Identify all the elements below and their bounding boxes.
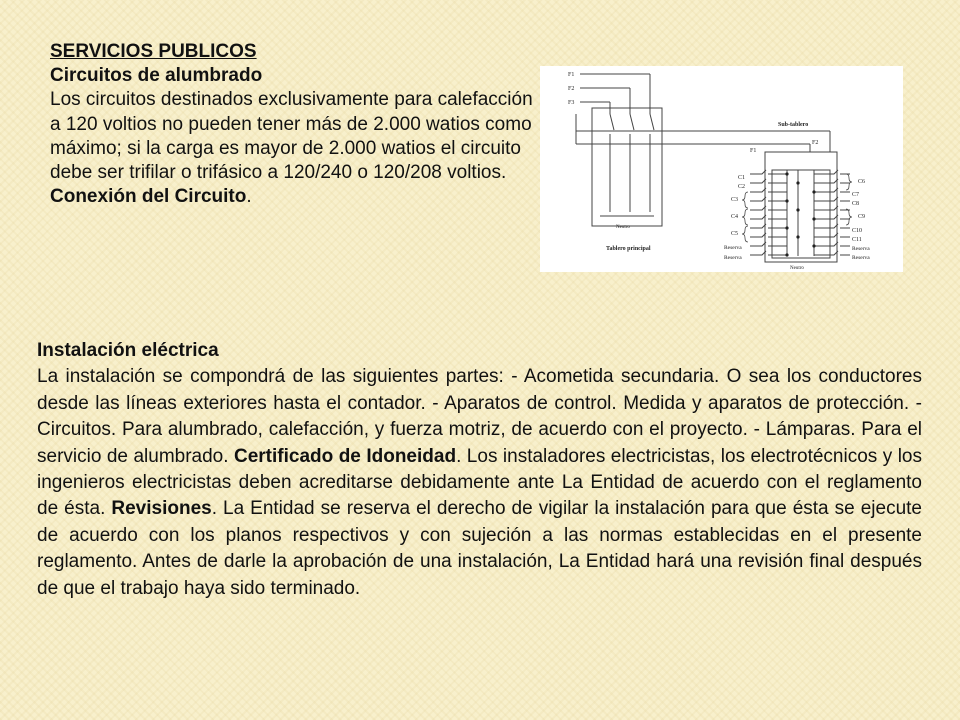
circuit-c2: C2 <box>738 184 746 190</box>
term-revisiones: Revisiones <box>111 498 212 520</box>
circuit-c10: C10 <box>852 228 863 234</box>
bus-dot <box>785 199 788 202</box>
circuit-reserva-right-1: Reserva <box>852 246 870 252</box>
bus-dot <box>812 190 815 193</box>
sub-feed-f1: F1 <box>750 148 757 154</box>
right-branch-line <box>814 188 850 192</box>
circuit-c5: C5 <box>731 231 739 237</box>
right-branch-line <box>814 224 850 228</box>
section-servicios-publicos <box>50 40 535 209</box>
sub-feed-f2: F2 <box>812 140 819 146</box>
paragraph-part-2: . Los instaladores electricistas, los electrotécnicos y los ingenieros electricistas deben acreditarse debidamente ante La Entidad de acuerdo con el reglamento de ésta. <box>37 445 922 520</box>
right-branch-line <box>814 170 850 174</box>
left-branch-line <box>750 215 787 219</box>
right-branch-line <box>814 233 850 237</box>
section-instalacion-electrica <box>37 338 922 602</box>
left-branch-line <box>750 224 787 228</box>
left-branch-line <box>750 170 787 174</box>
circuit-reserva-left-2: Reserva <box>724 255 742 261</box>
section-body: Los circuitos destinados exclusivamente para calefacción a 120 voltios no pueden tener más de 2.000 watios como máximo; si la carga es mayor de 2.000 watios el circuito debe ser trifilar o trifásico a 120/240 o 120/208 voltios. <box>50 89 533 184</box>
circuit-diagram <box>540 66 903 272</box>
left-branch-line <box>750 251 787 255</box>
section-title: SERVICIOS PUBLICOS <box>50 41 257 62</box>
subtablero-label: Sub-tablero <box>778 122 809 128</box>
circuit-connection-term: Conexión del Circuito <box>50 186 247 208</box>
phase-label-f3: F3 <box>568 100 575 106</box>
right-branch-line <box>814 179 850 183</box>
section-body-end: . <box>246 186 252 208</box>
circuit-reserva-left-1: Reserva <box>724 245 742 251</box>
paragraph-part-1: La instalación se compondrá de las siguientes partes: - Acometida secundaria. O sea los conductores desde las líneas exteriores hasta el contador. - Aparatos de control. Medida y aparatos de protección. - Circuitos. Para alumbrado, calefacción, y fuerza motriz, de acuerdo con el proyecto. - Lámparas. Para el servicio de alumbrado. <box>37 366 922 467</box>
bus-dot <box>812 244 815 247</box>
bus-dot <box>812 217 815 220</box>
right-branch-line <box>814 242 850 246</box>
circuit-c8: C8 <box>852 201 860 207</box>
left-branch-line <box>750 206 787 210</box>
right-branch-line <box>814 197 850 201</box>
phase-label-f2: F2 <box>568 86 575 92</box>
left-branch-line <box>750 197 787 201</box>
neutro-sub-label: Neutro <box>790 266 804 271</box>
circuit-c7: C7 <box>852 192 860 198</box>
circuit-c4: C4 <box>731 214 739 220</box>
phase-label-f1: F1 <box>568 72 575 78</box>
left-branch-line <box>750 188 787 192</box>
right-branch-line <box>814 215 850 219</box>
circuit-c11: C11 <box>852 237 862 243</box>
bus-dot <box>785 253 788 256</box>
paragraph-part-3: . La Entidad se reserva el derecho de vigilar la instalación para que ésta se ejecute de acuerdo con los planos respectivos y con sujeción a las normas establecidas en el presente reglamento. Antes de darle la aprobación de una instalación, La Entidad hará una revisión final después de que el trabajo haya sido terminado. <box>37 498 922 599</box>
neutro-main-label: Neutro <box>616 225 630 230</box>
bus-dot <box>796 208 799 211</box>
term-certificado: Certificado de Idoneidad <box>234 445 457 467</box>
circuit-c1: C1 <box>738 175 746 181</box>
left-branch-line <box>750 233 787 237</box>
right-branch-line <box>814 251 850 255</box>
tablero-principal-label: Tablero principal <box>606 246 651 252</box>
bus-dot <box>785 226 788 229</box>
left-branch-line <box>750 179 787 183</box>
circuit-c6: C6 <box>858 179 866 185</box>
section-heading: Instalación eléctrica <box>37 340 219 361</box>
bus-dot <box>785 172 788 175</box>
circuit-reserva-right-2: Reserva <box>852 255 870 261</box>
right-branch-line <box>814 206 850 210</box>
bus-dot <box>796 235 799 238</box>
circuit-c3: C3 <box>731 197 739 203</box>
bus-dot <box>796 181 799 184</box>
left-branch-line <box>750 242 787 246</box>
circuit-c9: C9 <box>858 214 866 220</box>
section-subtitle: Circuitos de alumbrado <box>50 65 263 87</box>
